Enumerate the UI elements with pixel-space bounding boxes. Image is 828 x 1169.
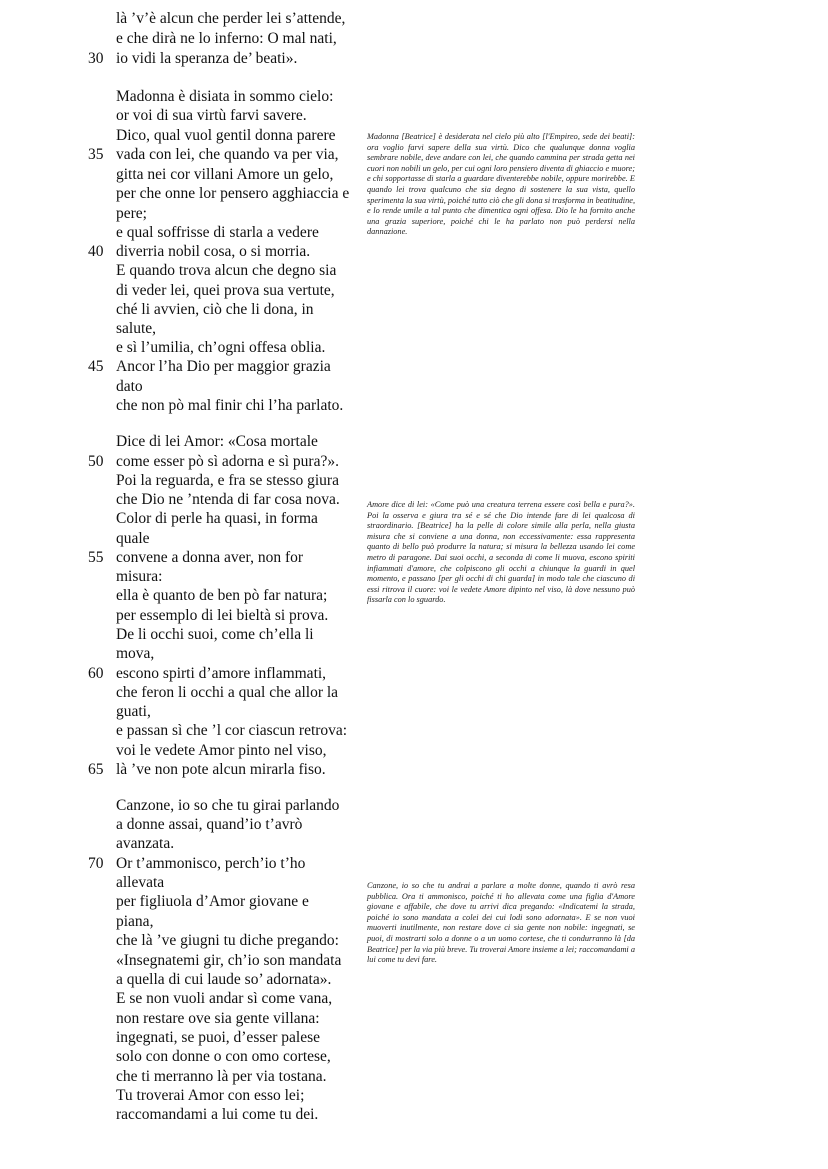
verse-text: guati, (116, 703, 151, 720)
verse-text: misura: (116, 568, 163, 585)
verse-number: 50 (88, 453, 104, 470)
verse-text: non restare ove sia gente villana: (116, 1010, 320, 1027)
verse-text: ché li avvien, ciò che li dona, in (116, 301, 314, 318)
verse-text: che là ’ve giugni tu diche pregando: (116, 932, 339, 949)
verse-text: per figliuola d’Amor giovane e (116, 893, 309, 910)
verse-text: Dico, qual vuol gentil donna parere (116, 127, 336, 144)
verse-text: quale (116, 530, 150, 547)
verse-text: dato (116, 378, 143, 395)
verse-text: De li occhi suoi, come ch’ella li (116, 626, 314, 643)
verse-text: là ’ve non pote alcun mirarla fiso. (116, 761, 326, 778)
verse-text: e qual soffrisse di starla a vedere (116, 224, 319, 241)
verse-text: e passan sì che ’l cor ciascun retrova: (116, 722, 348, 739)
verse-text: che feron li occhi a qual che allor la (116, 684, 339, 701)
verse-text: e sì l’umilia, ch’ogni offesa oblia. (116, 339, 326, 356)
verse-text: E quando trova alcun che degno sia (116, 262, 337, 279)
gloss-stanza-3: Amore dice di lei: «Come può una creatura terrena essere così bella e pura?». Poi la osserva e giura tra sé e sé che Dio intende fare di lei qualcosa di straordinario. [Beatrice] ha la pelle di colore simile alla perla, nella giusta misura che si conviene a una donna, non eccessivamente: essa rappresenta quanto di bello può produrre la natura; si misura la bellezza usando lei come metro di paragone. Dai suoi occhi, a seconda di come li muova, escono spiriti infiammati d'amore, che colpiscono gli occhi a chiunque la guardi in quel momento, e passano [per gli occhi di chi guarda] in modo tale che ciascuno di essi ritrova il cuore: voi le vedete Amore dipinto nel viso, là dove nessuno può fissarla con lo sguardo. (367, 500, 635, 605)
verse-text: di veder lei, quei prova sua vertute, (116, 282, 335, 299)
verse-text: io vidi la speranza de’ beati». (116, 50, 298, 67)
verse-text: Ancor l’ha Dio per maggior grazia (116, 358, 331, 375)
verse-number: 55 (88, 549, 104, 566)
verse-text: pere; (116, 205, 147, 222)
verse-number: 65 (88, 761, 104, 778)
verse-text: là ’v’è alcun che perder lei s’attende, (116, 10, 346, 27)
verse-text: per essemplo di lei bieltà si prova. (116, 607, 329, 624)
verse-text: allevata (116, 874, 165, 891)
verse-text: che ti merranno là per via tostana. (116, 1068, 327, 1085)
verse-text: convene a donna aver, non for (116, 549, 304, 566)
verse-text: raccomandami a lui come tu dei. (116, 1106, 319, 1123)
verse-text: a donne assai, quand’io t’avrò (116, 816, 303, 833)
verse-number: 40 (88, 243, 104, 260)
verse-text: salute, (116, 320, 157, 337)
verse-text: Canzone, io so che tu girai parlando (116, 797, 340, 814)
verse-text: mova, (116, 645, 155, 662)
verse-text: Or t’ammonisco, perch’io t’ho (116, 855, 306, 872)
verse-text: Color di perle ha quasi, in forma (116, 510, 318, 527)
verse-text: Tu troverai Amor con esso lei; (116, 1087, 305, 1104)
verse-text: voi le vedete Amor pinto nel viso, (116, 742, 327, 759)
verse-text: ingegnati, se puoi, d’esser palese (116, 1029, 321, 1046)
verse-text: solo con donne o con omo cortese, (116, 1048, 331, 1065)
verse-number: 35 (88, 146, 104, 163)
verse-text: piana, (116, 913, 154, 930)
verse-number: 60 (88, 665, 104, 682)
verse-text: vada con lei, che quando va per via, (116, 146, 339, 163)
verse-text: avanzata. (116, 835, 175, 852)
verse-text: escono spirti d’amore inflammati, (116, 665, 327, 682)
verse-text: che non pò mal finir chi l’ha parlato. (116, 397, 344, 414)
gloss-stanza-4: Canzone, io so che tu andrai a parlare a molte donne, quando ti avrò resa pubblica. Ora ti ammonisco, poiché ti ho allevata come una figlia d'Amore giovane e affabile, che dove tu arrivi dica pregando: «Indicatemi la strada, poiché io sono mandata a colei dei cui lodi sono adornata». E se non vuoi muoverti inutilmente, non restare dove ci sia gente non nobile: ingegnati, se puoi, di mostrarti solo a donne o a un uomo cortese, che ti condurranno là [da Beatrice] per la via più breve. Tu troverai Amore insieme a lei; raccomandami a lui come tu devi fare. (367, 881, 635, 965)
verse-text: gitta nei cor villani Amore un gelo, (116, 166, 334, 183)
verse-text: come esser pò sì adorna e sì pura?». (116, 453, 339, 470)
verse-number: 45 (88, 358, 104, 375)
verse-text: or voi di sua virtù farvi savere. (116, 107, 307, 124)
verse-text: ella è quanto de ben pò far natura; (116, 587, 328, 604)
verse-text: Poi la reguarda, e fra se stesso giura (116, 472, 339, 489)
verse-text: e che dirà ne lo inferno: O mal nati, (116, 30, 337, 47)
verse-text: «Insegnatemi gir, ch’io son mandata (116, 952, 342, 969)
verse-number: 30 (88, 50, 104, 67)
verse-text: E se non vuoli andar sì come vana, (116, 990, 333, 1007)
verse-text: Dice di lei Amor: «Cosa mortale (116, 433, 318, 450)
verse-text: a quella di cui laude so’ adornata». (116, 971, 332, 988)
verse-number: 70 (88, 855, 104, 872)
verse-text: per che onne lor pensero agghiaccia e (116, 185, 350, 202)
verse-text: Madonna è disiata in sommo cielo: (116, 88, 334, 105)
verse-text: che Dio ne ’ntenda di far cosa nova. (116, 491, 340, 508)
gloss-stanza-2: Madonna [Beatrice] è desiderata nel cielo più alto [l'Empireo, sede dei beati]: ora voglio farvi sapere della sua virtù. Dico che qualunque donna voglia sembrare nobile, deve andare con lei, che quando cammina per strada getta nei cuori non nobili un gelo, per cui ogni loro pensiero diventa di ghiaccio e muore; e chi sopportasse di starla a guardare diventerebbe nobile, oppure morirebbe. E quando lei trova qualcuno che sia degno di sostenere la sua vista, quello sperimenta la sua virtù, poiché tutto ciò che gli dona si trasforma in beatitudine, e lo rende umile a tal punto che dimentica ogni offesa. Dio le ha fornito anche una grazia superiore, poiché chi le ha parlato non può perdersi nella dannazione. (367, 132, 636, 237)
verse-text: diverria nobil cosa, o si morria. (116, 243, 311, 260)
